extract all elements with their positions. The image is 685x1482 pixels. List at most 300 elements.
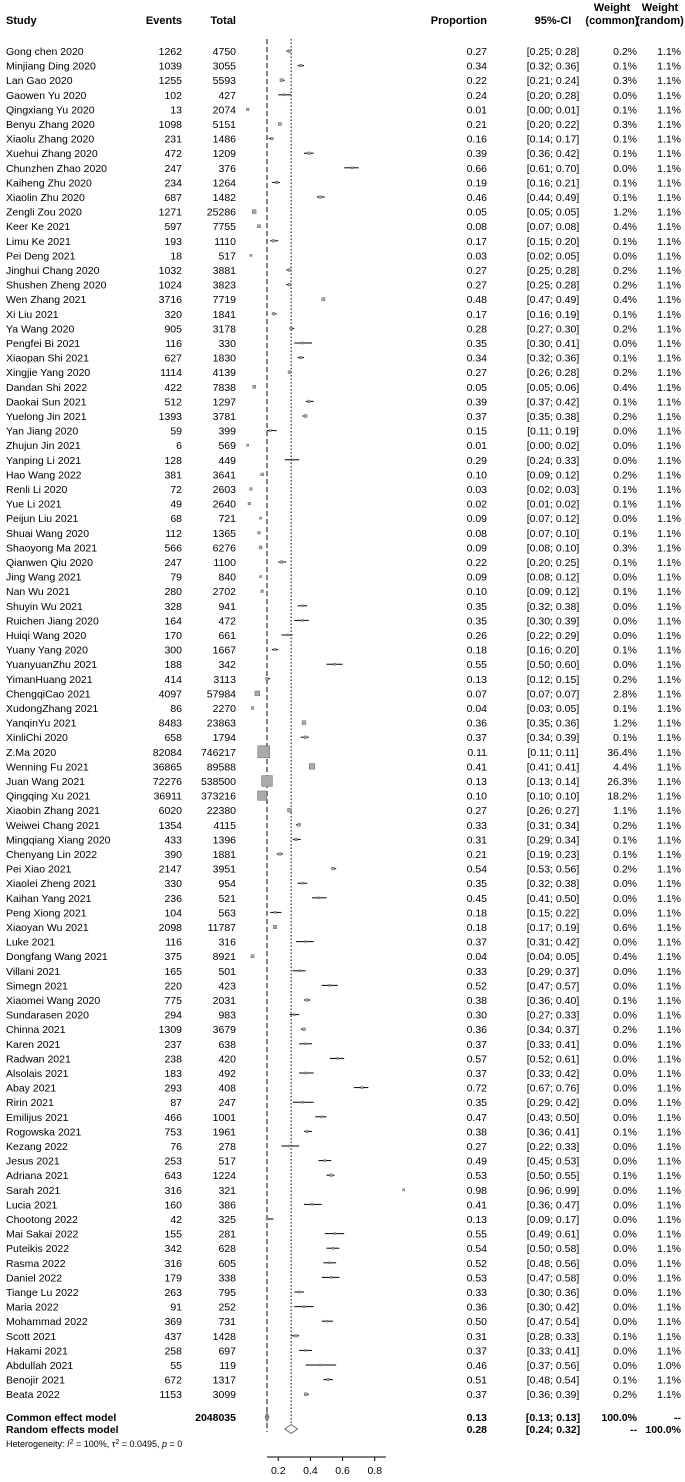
study-weight-random: 1.1% — [657, 790, 681, 803]
study-weight-random: 1.1% — [657, 980, 681, 993]
study-events: 1098 — [158, 119, 182, 131]
study-name: Xiaolei Zheng 2021 — [6, 878, 97, 891]
study-proportion: 0.33 — [466, 819, 487, 832]
study-row — [6, 265, 681, 277]
study-events: 342 — [164, 1243, 182, 1256]
study-proportion: 0.02 — [466, 498, 487, 511]
study-weight-common: 0.0% — [613, 1184, 637, 1197]
study-point — [298, 823, 301, 826]
study-point — [330, 1276, 332, 1278]
study-proportion: 0.13 — [466, 776, 487, 788]
study-total: 661 — [218, 630, 236, 642]
study-weight-random: 1.1% — [657, 527, 681, 540]
study-weight-random: 1.1% — [657, 206, 681, 219]
study-weight-random: 1.1% — [657, 878, 681, 891]
study-proportion: 0.37 — [466, 732, 487, 745]
study-row — [6, 1126, 681, 1138]
study-ci: [0.16; 0.20] — [526, 644, 580, 657]
study-proportion: 0.38 — [466, 995, 487, 1007]
study-point — [306, 1130, 309, 1133]
header-weight-common-sub: (common) — [585, 15, 639, 27]
study-total: 7755 — [212, 221, 236, 234]
study-weight-random: 1.1% — [657, 104, 681, 117]
study-weight-common: 0.1% — [613, 498, 637, 511]
study-name: Kaihan Yang 2021 — [6, 892, 92, 905]
study-ci: [0.43; 0.50] — [526, 1111, 580, 1124]
study-weight-random: 1.1% — [657, 133, 681, 146]
study-weight-random: 1.1% — [657, 119, 681, 131]
study-weight-random: 1.1% — [657, 557, 681, 569]
study-proportion: 0.31 — [466, 1330, 487, 1343]
study-name: Abdullah 2021 — [6, 1360, 74, 1372]
study-point — [361, 1087, 363, 1089]
study-row — [6, 207, 681, 219]
study-events: 86 — [170, 703, 182, 715]
study-name: Abay 2021 — [6, 1082, 57, 1095]
study-point — [326, 1320, 328, 1322]
study-weight-random: 1.1% — [657, 761, 681, 774]
study-weight-random: 1.1% — [657, 1330, 681, 1343]
study-row — [6, 674, 681, 686]
study-weight-common: 0.1% — [613, 834, 637, 847]
study-total: 1961 — [212, 1126, 236, 1139]
study-row — [6, 586, 681, 598]
study-weight-common: 0.0% — [613, 1038, 637, 1051]
study-events: 2147 — [158, 863, 182, 876]
study-name: Minjiang Ding 2020 — [6, 60, 96, 73]
study-total: 492 — [218, 1068, 236, 1080]
study-proportion: 0.33 — [466, 1287, 487, 1299]
study-events: 6 — [176, 440, 182, 453]
random-model-weight-common: -- — [630, 1424, 637, 1436]
study-events: 1032 — [158, 265, 182, 277]
study-proportion: 0.38 — [466, 1126, 487, 1139]
study-proportion: 0.01 — [466, 104, 487, 117]
study-row — [6, 440, 681, 452]
study-events: 36865 — [152, 761, 182, 774]
study-point — [247, 444, 249, 446]
study-name: Xiaopan Shi 2021 — [6, 352, 89, 365]
study-ci: [0.11; 0.11] — [527, 746, 579, 759]
study-row — [6, 1375, 681, 1387]
study-row — [6, 499, 681, 511]
study-ci: [0.00; 0.01] — [526, 104, 580, 117]
study-events: 112 — [165, 527, 182, 540]
study-weight-random: 1.1% — [657, 1243, 681, 1256]
study-weight-common: 0.1% — [613, 732, 637, 745]
study-total: 423 — [218, 980, 236, 993]
study-row — [6, 864, 681, 876]
study-ci: [0.27; 0.30] — [526, 323, 580, 336]
study-row — [6, 323, 681, 335]
study-name: Mingqiang Xiang 2020 — [6, 834, 111, 847]
common-model-ci: [0.13; 0.13] — [525, 1412, 581, 1424]
study-point — [255, 691, 260, 696]
study-point — [301, 1101, 303, 1103]
study-point — [290, 327, 293, 330]
study-row — [6, 878, 681, 890]
study-weight-common: 0.0% — [613, 250, 637, 263]
study-proportion: 0.18 — [466, 644, 487, 657]
study-weight-common: 0.0% — [613, 1009, 637, 1022]
study-row — [6, 907, 681, 919]
study-ci: [0.05; 0.06] — [526, 381, 580, 394]
study-row — [6, 1053, 681, 1065]
study-weight-common: 0.1% — [613, 1170, 637, 1183]
study-events: 4097 — [158, 688, 182, 701]
study-total: 605 — [218, 1257, 236, 1270]
study-events: 1271 — [158, 206, 182, 219]
study-proportion: 0.17 — [466, 308, 487, 321]
study-name: Chunzhen Zhao 2020 — [6, 162, 107, 175]
study-name: Lan Gao 2020 — [6, 75, 73, 88]
study-row — [6, 1097, 681, 1109]
study-total: 1830 — [212, 352, 236, 365]
study-total: 2702 — [212, 586, 236, 599]
study-row — [6, 791, 681, 803]
study-weight-random: 1.0% — [657, 1360, 681, 1372]
study-total: 316 — [218, 936, 236, 949]
study-ci: [0.29; 0.42] — [526, 1097, 580, 1110]
study-name: Hao Wang 2022 — [6, 469, 82, 482]
study-weight-random: 1.1% — [657, 338, 681, 350]
study-events: 128 — [164, 454, 182, 467]
study-point — [278, 123, 281, 126]
study-events: 330 — [164, 878, 182, 891]
study-total: 2074 — [212, 104, 236, 117]
study-row — [6, 484, 681, 496]
study-point — [300, 356, 303, 359]
study-weight-random: 1.1% — [657, 834, 681, 847]
study-weight-random: 1.1% — [657, 907, 681, 920]
x-axis — [267, 1457, 386, 1477]
study-weight-random: 1.1% — [657, 323, 681, 336]
study-ci: [0.12; 0.15] — [526, 673, 580, 686]
study-total: 1881 — [212, 849, 236, 861]
study-weight-common: 0.1% — [613, 703, 637, 715]
study-weight-common: 0.0% — [613, 907, 637, 920]
study-events: 472 — [164, 148, 182, 161]
study-total: 941 — [218, 600, 236, 613]
study-point — [322, 298, 325, 301]
study-point — [272, 313, 275, 316]
study-weight-common: 0.1% — [613, 1374, 637, 1387]
study-weight-common: 0.2% — [613, 1024, 637, 1037]
study-weight-random: 1.1% — [657, 1228, 681, 1241]
study-point — [301, 882, 303, 884]
study-proportion: 0.11 — [467, 746, 487, 759]
study-proportion: 0.28 — [466, 323, 487, 336]
study-events: 316 — [164, 1184, 182, 1197]
study-weight-common: 0.2% — [613, 46, 637, 58]
study-name: Luke 2021 — [6, 936, 56, 949]
study-total: 840 — [218, 571, 236, 584]
study-weight-random: 1.1% — [657, 221, 681, 234]
study-total: 1317 — [212, 1374, 236, 1387]
study-ci: [0.09; 0.12] — [526, 469, 580, 482]
study-row — [6, 163, 681, 175]
study-events: 280 — [164, 586, 182, 599]
study-row — [6, 1360, 681, 1372]
study-point — [292, 459, 294, 461]
study-ci: [0.14; 0.17] — [526, 133, 580, 146]
study-weight-random: 1.1% — [657, 308, 681, 321]
study-weight-common: 0.0% — [613, 1243, 637, 1256]
study-events: 193 — [164, 235, 182, 248]
study-events: 369 — [164, 1316, 182, 1329]
study-proportion: 0.46 — [466, 1360, 487, 1372]
study-proportion: 0.52 — [466, 980, 487, 993]
study-events: 1024 — [158, 279, 182, 292]
study-point — [289, 1145, 291, 1147]
study-name: Shuyin Wu 2021 — [6, 600, 83, 613]
study-events: 294 — [164, 1009, 182, 1022]
study-weight-random: 1.1% — [657, 892, 681, 905]
study-name: Benyu Zhang 2020 — [6, 119, 95, 131]
study-total: 1264 — [212, 177, 236, 190]
study-weight-random: 1.1% — [657, 396, 681, 409]
study-ci: [0.07; 0.08] — [526, 221, 580, 234]
study-weight-common: 0.0% — [613, 1214, 637, 1226]
study-weight-random: 1.1% — [657, 250, 681, 263]
study-total: 1224 — [212, 1170, 236, 1183]
study-weight-common: 0.4% — [613, 381, 637, 394]
header-weight-common: Weight — [593, 2, 631, 14]
study-name: Yanping Li 2021 — [6, 454, 82, 467]
study-row — [6, 1024, 681, 1036]
study-weight-common: 0.3% — [613, 542, 637, 555]
study-weight-common: 4.4% — [613, 761, 637, 774]
study-point — [273, 925, 276, 928]
study-weight-common: 0.0% — [613, 1155, 637, 1168]
study-total: 1428 — [212, 1330, 236, 1343]
study-ci: [0.47; 0.54] — [526, 1316, 580, 1329]
study-proportion: 0.49 — [466, 1155, 487, 1168]
study-weight-random: 1.1% — [657, 1038, 681, 1051]
study-proportion: 0.27 — [466, 46, 487, 58]
study-ci: [0.61; 0.70] — [526, 162, 580, 175]
study-row — [6, 411, 681, 423]
study-name: Limu Ke 2021 — [6, 235, 71, 248]
study-weight-random: 1.1% — [657, 600, 681, 613]
study-ci: [0.49; 0.61] — [526, 1228, 580, 1241]
study-total: 5593 — [212, 75, 236, 88]
header-events: Events — [145, 15, 182, 27]
study-ci: [0.03; 0.05] — [526, 703, 580, 715]
study-weight-random: 1.1% — [657, 732, 681, 745]
study-weight-common: 0.1% — [613, 133, 637, 146]
study-row — [6, 761, 681, 773]
study-point — [324, 1160, 326, 1162]
study-events: 102 — [164, 89, 182, 102]
study-point — [271, 137, 274, 140]
study-proportion: 0.09 — [466, 571, 487, 584]
study-total: 22380 — [206, 805, 236, 818]
study-point — [266, 1218, 268, 1220]
study-name: Weiwei Chang 2021 — [6, 819, 100, 832]
study-name: YuanyuanZhu 2021 — [6, 659, 98, 672]
study-total: 2031 — [212, 995, 236, 1007]
study-total: 628 — [218, 1243, 236, 1256]
study-proportion: 0.27 — [466, 805, 487, 818]
study-point — [301, 342, 303, 344]
study-events: 320 — [164, 308, 182, 321]
study-total: 1841 — [212, 308, 236, 321]
random-model-proportion: 0.28 — [466, 1424, 487, 1436]
study-name: Karen 2021 — [6, 1038, 61, 1051]
study-point — [248, 502, 251, 505]
study-weight-common: 0.2% — [613, 863, 637, 876]
study-point — [351, 167, 353, 169]
study-weight-common: 0.2% — [613, 411, 637, 423]
study-weight-random: 1.1% — [657, 1170, 681, 1183]
study-total: 247 — [218, 1097, 236, 1110]
study-total: 342 — [218, 659, 236, 672]
study-row — [6, 1185, 681, 1197]
study-events: 91 — [170, 1301, 182, 1314]
study-total: 638 — [218, 1038, 236, 1051]
study-name: Wenning Fu 2021 — [6, 761, 89, 774]
study-name: Puteikis 2022 — [6, 1243, 70, 1256]
study-weight-random: 1.1% — [657, 1082, 681, 1095]
study-row — [6, 718, 681, 730]
study-weight-random: 1.1% — [657, 381, 681, 394]
study-ci: [0.30; 0.39] — [526, 615, 580, 628]
study-proportion: 0.53 — [466, 1170, 487, 1183]
study-point — [298, 970, 300, 972]
study-row — [6, 645, 681, 657]
study-total: 330 — [218, 338, 236, 350]
study-weight-common: 0.1% — [613, 352, 637, 365]
study-point — [304, 1393, 307, 1396]
study-point — [258, 791, 267, 800]
study-name: Maria 2022 — [6, 1301, 59, 1314]
study-weight-common: 0.6% — [613, 922, 637, 934]
study-name: Radwan 2021 — [6, 1053, 71, 1066]
table-header — [6, 2, 684, 27]
study-ci: [0.50; 0.60] — [526, 659, 580, 672]
study-events: 116 — [165, 936, 182, 949]
study-weight-random: 1.1% — [657, 703, 681, 715]
study-point — [302, 721, 306, 725]
study-events: 42 — [170, 1214, 182, 1226]
study-weight-random: 1.1% — [657, 469, 681, 482]
study-row — [6, 1243, 681, 1255]
study-ci: [0.53; 0.56] — [526, 863, 580, 876]
study-name: YanqinYu 2021 — [6, 717, 77, 730]
study-name: Yuelong Jin 2021 — [6, 411, 87, 423]
study-weight-random: 1.1% — [657, 46, 681, 58]
study-proportion: 0.39 — [466, 148, 487, 161]
study-events: 1309 — [158, 1024, 182, 1037]
study-total: 420 — [218, 1053, 236, 1066]
study-weight-common: 0.4% — [613, 294, 637, 307]
study-total: 795 — [218, 1287, 236, 1299]
study-events: 104 — [164, 907, 182, 920]
study-point — [252, 210, 256, 214]
study-total: 1001 — [212, 1111, 236, 1124]
study-total: 3113 — [213, 673, 236, 686]
study-proportion: 0.13 — [466, 673, 487, 686]
study-events: 236 — [164, 892, 182, 905]
study-weight-common: 0.2% — [613, 819, 637, 832]
study-events: 381 — [164, 469, 182, 482]
study-name: Qingqing Xu 2021 — [6, 790, 91, 803]
study-point — [309, 764, 315, 770]
study-weight-common: 0.1% — [613, 60, 637, 73]
header-study: Study — [6, 15, 37, 27]
study-total: 517 — [218, 1155, 236, 1168]
study-name: Chootong 2022 — [6, 1214, 78, 1226]
study-events: 68 — [170, 513, 182, 526]
study-ci: [0.08; 0.12] — [526, 571, 580, 584]
study-total: 338 — [218, 1272, 236, 1285]
study-weight-common: 0.4% — [613, 951, 637, 964]
study-total: 3055 — [212, 60, 236, 73]
study-point — [308, 152, 311, 155]
study-name: Villani 2021 — [6, 965, 61, 978]
study-proportion: 0.66 — [466, 162, 487, 175]
study-proportion: 0.41 — [466, 1199, 487, 1212]
study-events: 433 — [164, 834, 182, 847]
study-weight-common: 0.1% — [613, 644, 637, 657]
study-point — [274, 648, 277, 651]
study-events: 422 — [164, 381, 182, 394]
study-events: 375 — [164, 951, 182, 964]
study-proportion: 0.34 — [466, 352, 487, 365]
study-weight-common: 2.8% — [613, 688, 637, 701]
study-name: Yan Jiang 2020 — [6, 425, 79, 438]
study-weight-random: 1.1% — [657, 615, 681, 628]
study-row — [6, 1199, 681, 1211]
study-ci: [0.44; 0.49] — [526, 192, 580, 204]
study-row — [6, 192, 681, 204]
study-proportion: 0.04 — [466, 703, 487, 715]
header-total: Total — [210, 15, 236, 27]
study-name: Xiaobin Zhang 2021 — [6, 805, 100, 818]
study-proportion: 0.35 — [466, 338, 487, 350]
study-weight-random: 1.1% — [657, 1316, 681, 1329]
study-weight-random: 1.1% — [657, 1024, 681, 1037]
study-point — [329, 984, 331, 986]
study-total: 23863 — [206, 717, 236, 730]
study-proportion: 0.37 — [466, 1345, 487, 1358]
study-weight-common: 0.0% — [613, 425, 637, 438]
study-total: 321 — [218, 1184, 236, 1197]
random-model-ci: [0.24; 0.32] — [525, 1424, 581, 1436]
study-weight-random: 1.1% — [657, 1097, 681, 1110]
study-proportion: 0.36 — [466, 1301, 487, 1314]
study-proportion: 0.17 — [466, 235, 487, 248]
study-ci: [0.28; 0.33] — [526, 1330, 580, 1343]
study-point — [251, 955, 254, 958]
study-point — [257, 225, 260, 228]
study-events: 1153 — [159, 1389, 182, 1402]
study-name: Huiqi Wang 2020 — [6, 630, 87, 642]
study-events: 79 — [170, 571, 182, 584]
study-events: 316 — [164, 1257, 182, 1270]
study-name: Juan Wang 2021 — [6, 776, 86, 788]
study-row — [6, 513, 681, 525]
study-weight-random: 1.1% — [657, 1009, 681, 1022]
study-events: 643 — [164, 1170, 182, 1183]
study-name: Dandan Shi 2022 — [6, 381, 88, 394]
study-name: Mai Sakai 2022 — [6, 1228, 79, 1241]
study-total: 2603 — [212, 484, 236, 496]
study-ci: [0.30; 0.36] — [526, 1287, 580, 1299]
study-point — [301, 619, 303, 621]
study-name: Qianwen Qiu 2020 — [6, 557, 93, 569]
